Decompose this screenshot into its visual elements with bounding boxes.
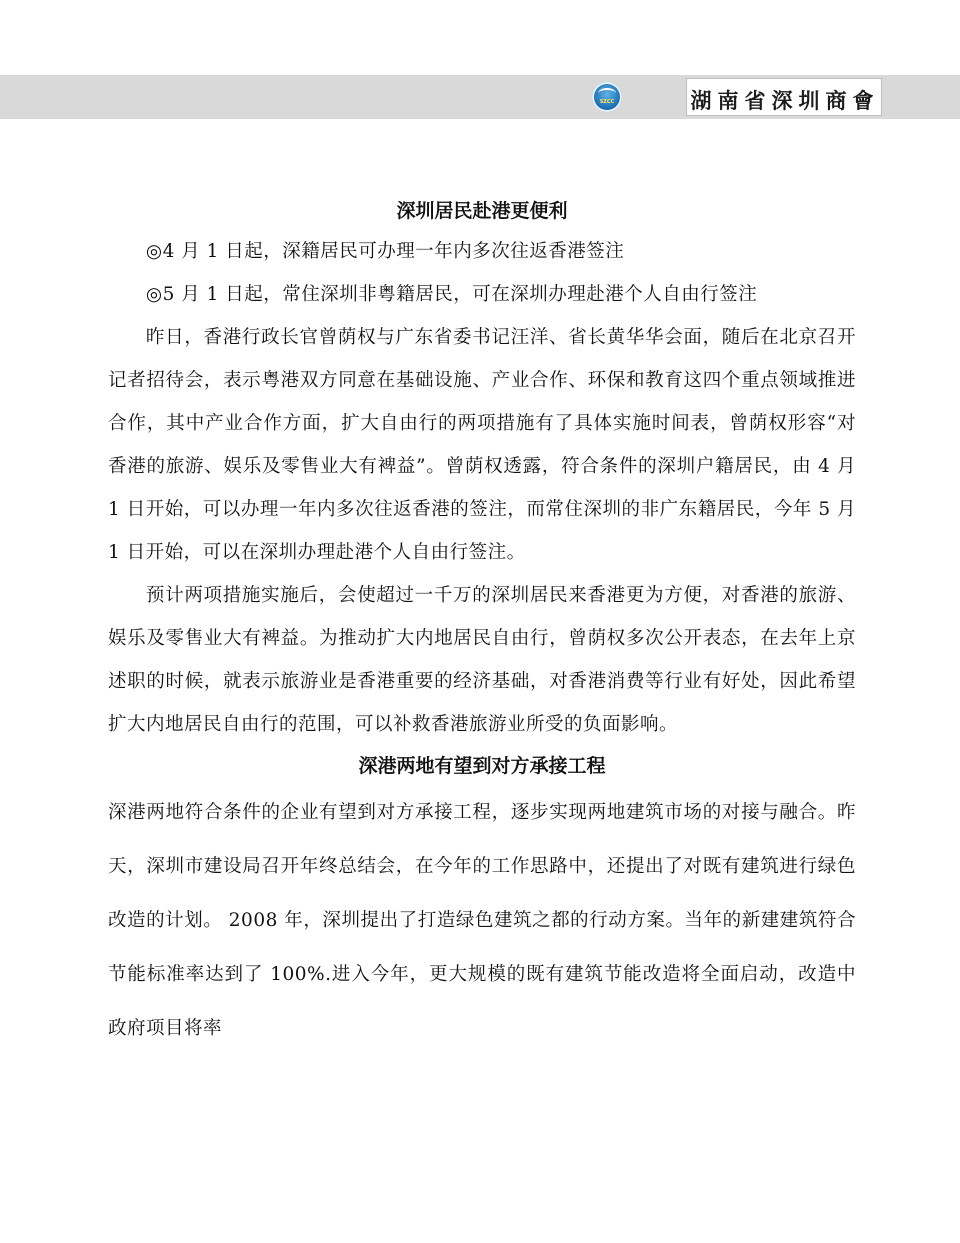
document-body — [108, 192, 856, 1056]
article1-title: 深圳居民赴港更便利 — [396, 200, 568, 222]
article2-paragraph: 深港两地符合条件的企业有望到对方承接工程，逐步实现两地建筑市场的对接与融合。昨天，深圳市建设局召开年终总结会，在今年的工作思路中，还提出了对既有建筑进行绿色改造的计划。 2008 年，深圳提出了打造绿色建筑之都的行动方案。当年的新建建筑符合节能标准率达到了 100%.进入今年，更大规模的既有建筑节能改造将全面启动，改造中政府项目将率 — [108, 802, 856, 1039]
article1-paragraph-1: 昨日，香港行政长官曾荫权与广东省委书记汪洋、省长黄华华会面，随后在北京召开记者招待会，表示粤港双方同意在基础设施、产业合作、环保和教育这四个重点领域推进合作，其中产业合作方面，扩大自由行的两项措施有了具体实施时间表，曾荫权形容“对香港的旅游、娱乐及零售业大有裨益”。曾荫权透露，符合条件的深圳户籍居民，由 4 月 1 日开始，可以办理一年内多次往返香港的签注，而常住深圳的非广东籍居民，今年 5 月 1 日开始，可以在深圳办理赴港个人自由行签注。 — [108, 327, 856, 563]
szcc-logo-icon — [592, 82, 622, 112]
article2-title: 深港两地有望到对方承接工程 — [358, 755, 606, 777]
org-name-box — [686, 78, 882, 116]
org-name: 湖南省深圳商會 — [690, 88, 880, 113]
logo-arc — [598, 88, 616, 99]
article1-paragraph-2: 预计两项措施实施后，会使超过一千万的深圳居民来香港更为方便，对香港的旅游、娱乐及零售业大有裨益。为推动扩大内地居民自由行，曾荫权多次公开表态，在去年上京述职的时候，就表示旅游业是香港重要的经济基础，对香港消费等行业有好处，因此希望扩大内地居民自由行的范围，可以补救香港旅游业所受的负面影响。 — [108, 585, 856, 735]
article1-point-1: ◎4 月 1 日起，深籍居民可办理一年内多次往返香港签注 — [145, 241, 625, 262]
logo-text: SZCC — [599, 99, 615, 105]
article1-point-2: ◎5 月 1 日起，常住深圳非粤籍居民，可在深圳办理赴港个人自由行签注 — [145, 284, 758, 305]
